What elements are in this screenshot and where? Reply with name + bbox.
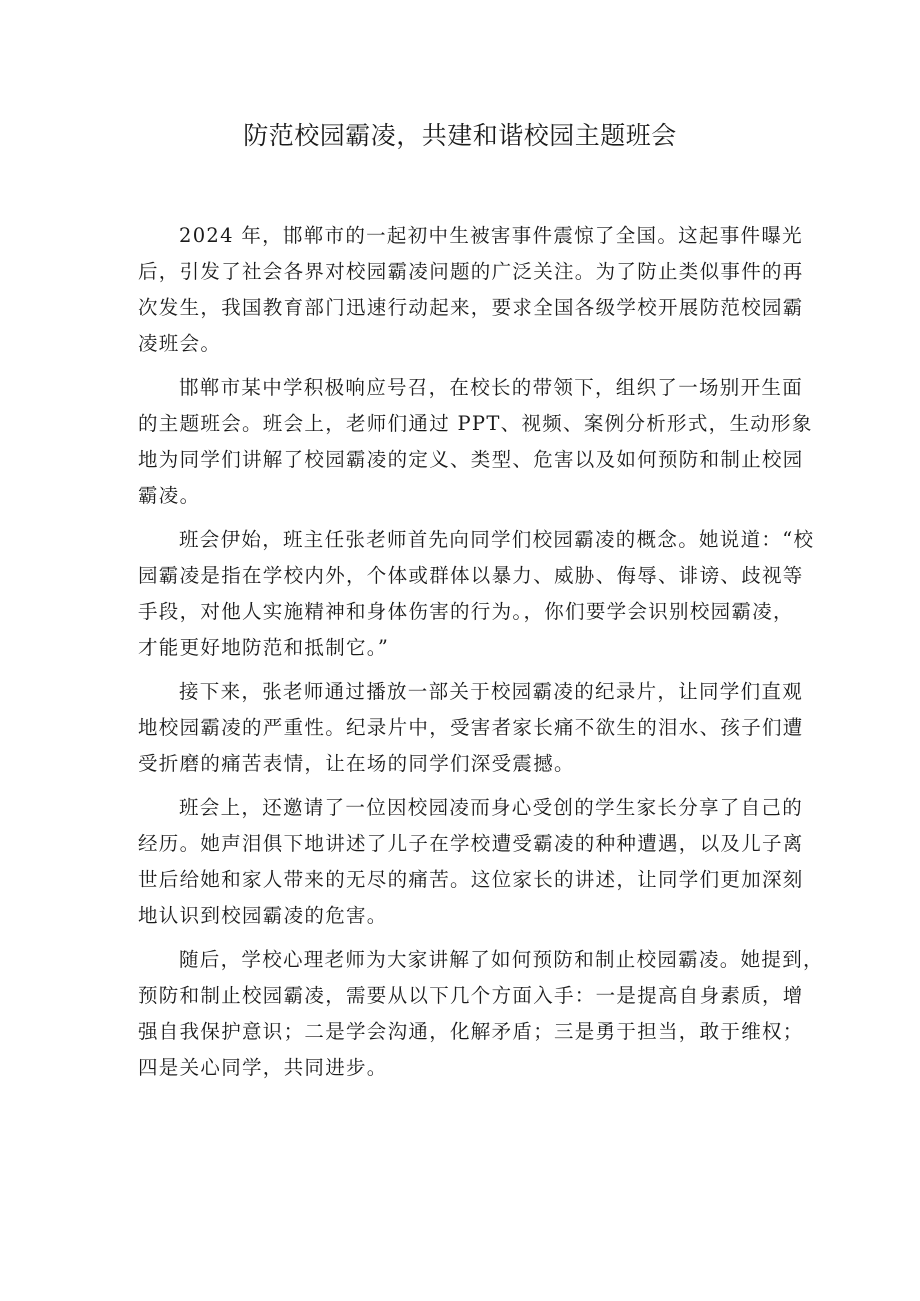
paragraph-4 [138, 674, 804, 782]
paragraph-line: 受折磨的痛苦表情，让在场的同学们深受震撼。 [138, 752, 575, 775]
paragraph-line: 接下来，张老师通过播放一部关于校园霸凌的纪录片，让同学们直观 [179, 680, 804, 703]
document-title: 防范校园霸凌，共建和谐校园主题班会 [243, 121, 677, 150]
paragraph-line: 地为同学们讲解了校园霸凌的定义、类型、危害以及如何预防和制止校园 [138, 448, 804, 471]
paragraph-line: 世后给她和家人带来的无尽的痛苦。这位家长的讲述，让同学们更加深刻 [138, 868, 804, 891]
paragraph-line: 凌班会。 [138, 332, 222, 355]
paragraph-3 [138, 522, 815, 666]
paragraph-line: 强自我保护意识；二是学会沟通，化解矛盾；三是勇于担当，敢于维权； [138, 1020, 804, 1043]
paragraph-6 [138, 942, 824, 1086]
paragraph-line: 四是关心同学，共同进步。 [138, 1056, 388, 1079]
paragraph-line: 邯郸市某中学积极响应号召，在校长的带领下，组织了一场别开生面 [179, 376, 804, 399]
paragraph-line: 预防和制止校园霸凌，需要从以下几个方面入手：一是提高自身素质，增 [138, 984, 804, 1007]
paragraph-line: 地认识到校园霸凌的危害。 [138, 904, 388, 927]
paragraph-line: 地校园霸凌的严重性。纪录片中，受害者家长痛不欲生的泪水、孩子们遭 [138, 716, 804, 739]
paragraph-line: 随后，学校心理老师为大家讲解了如何预防和制止校园霸凌。她提到， [179, 948, 824, 971]
paragraph-line: 霸凌。 [138, 484, 201, 507]
paragraph-line: 才能更好地防范和抵制它。” [138, 636, 390, 659]
paragraph-line: 后，引发了社会各界对校园霸凌问题的广泛关注。为了防止类似事件的再 [138, 260, 804, 283]
paragraph-1 [138, 218, 804, 362]
paragraph-line: 的主题班会。班会上，老师们通过 PPT、视频、案例分析形式，生动形象 [138, 412, 813, 435]
paragraph-5 [138, 790, 804, 934]
document-body [138, 218, 824, 1094]
paragraph-2 [138, 370, 813, 514]
paragraph-line: 班会上，还邀请了一位因校园凌而身心受创的学生家长分享了自己的 [179, 796, 804, 819]
paragraph-line: 手段，对他人实施精神和身体伤害的行为。，你们要学会识别校园霸凌， [138, 600, 794, 623]
paragraph-line: 次发生，我国教育部门迅速行动起来，要求全国各级学校开展防范校园霸 [138, 296, 804, 319]
paragraph-line: 经历。她声泪俱下地讲述了儿子在学校遭受霸凌的种种遭遇，以及儿子离 [138, 832, 804, 855]
paragraph-line: 班会伊始，班主任张老师首先向同学们校园霸凌的概念。她说道：“校 [179, 528, 815, 551]
paragraph-line: 2024 年，邯郸市的一起初中生被害事件震惊了全国。这起事件曝光 [179, 224, 803, 247]
paragraph-line: 园霸凌是指在学校内外，个体或群体以暴力、威胁、侮辱、诽谤、歧视等 [138, 564, 804, 587]
